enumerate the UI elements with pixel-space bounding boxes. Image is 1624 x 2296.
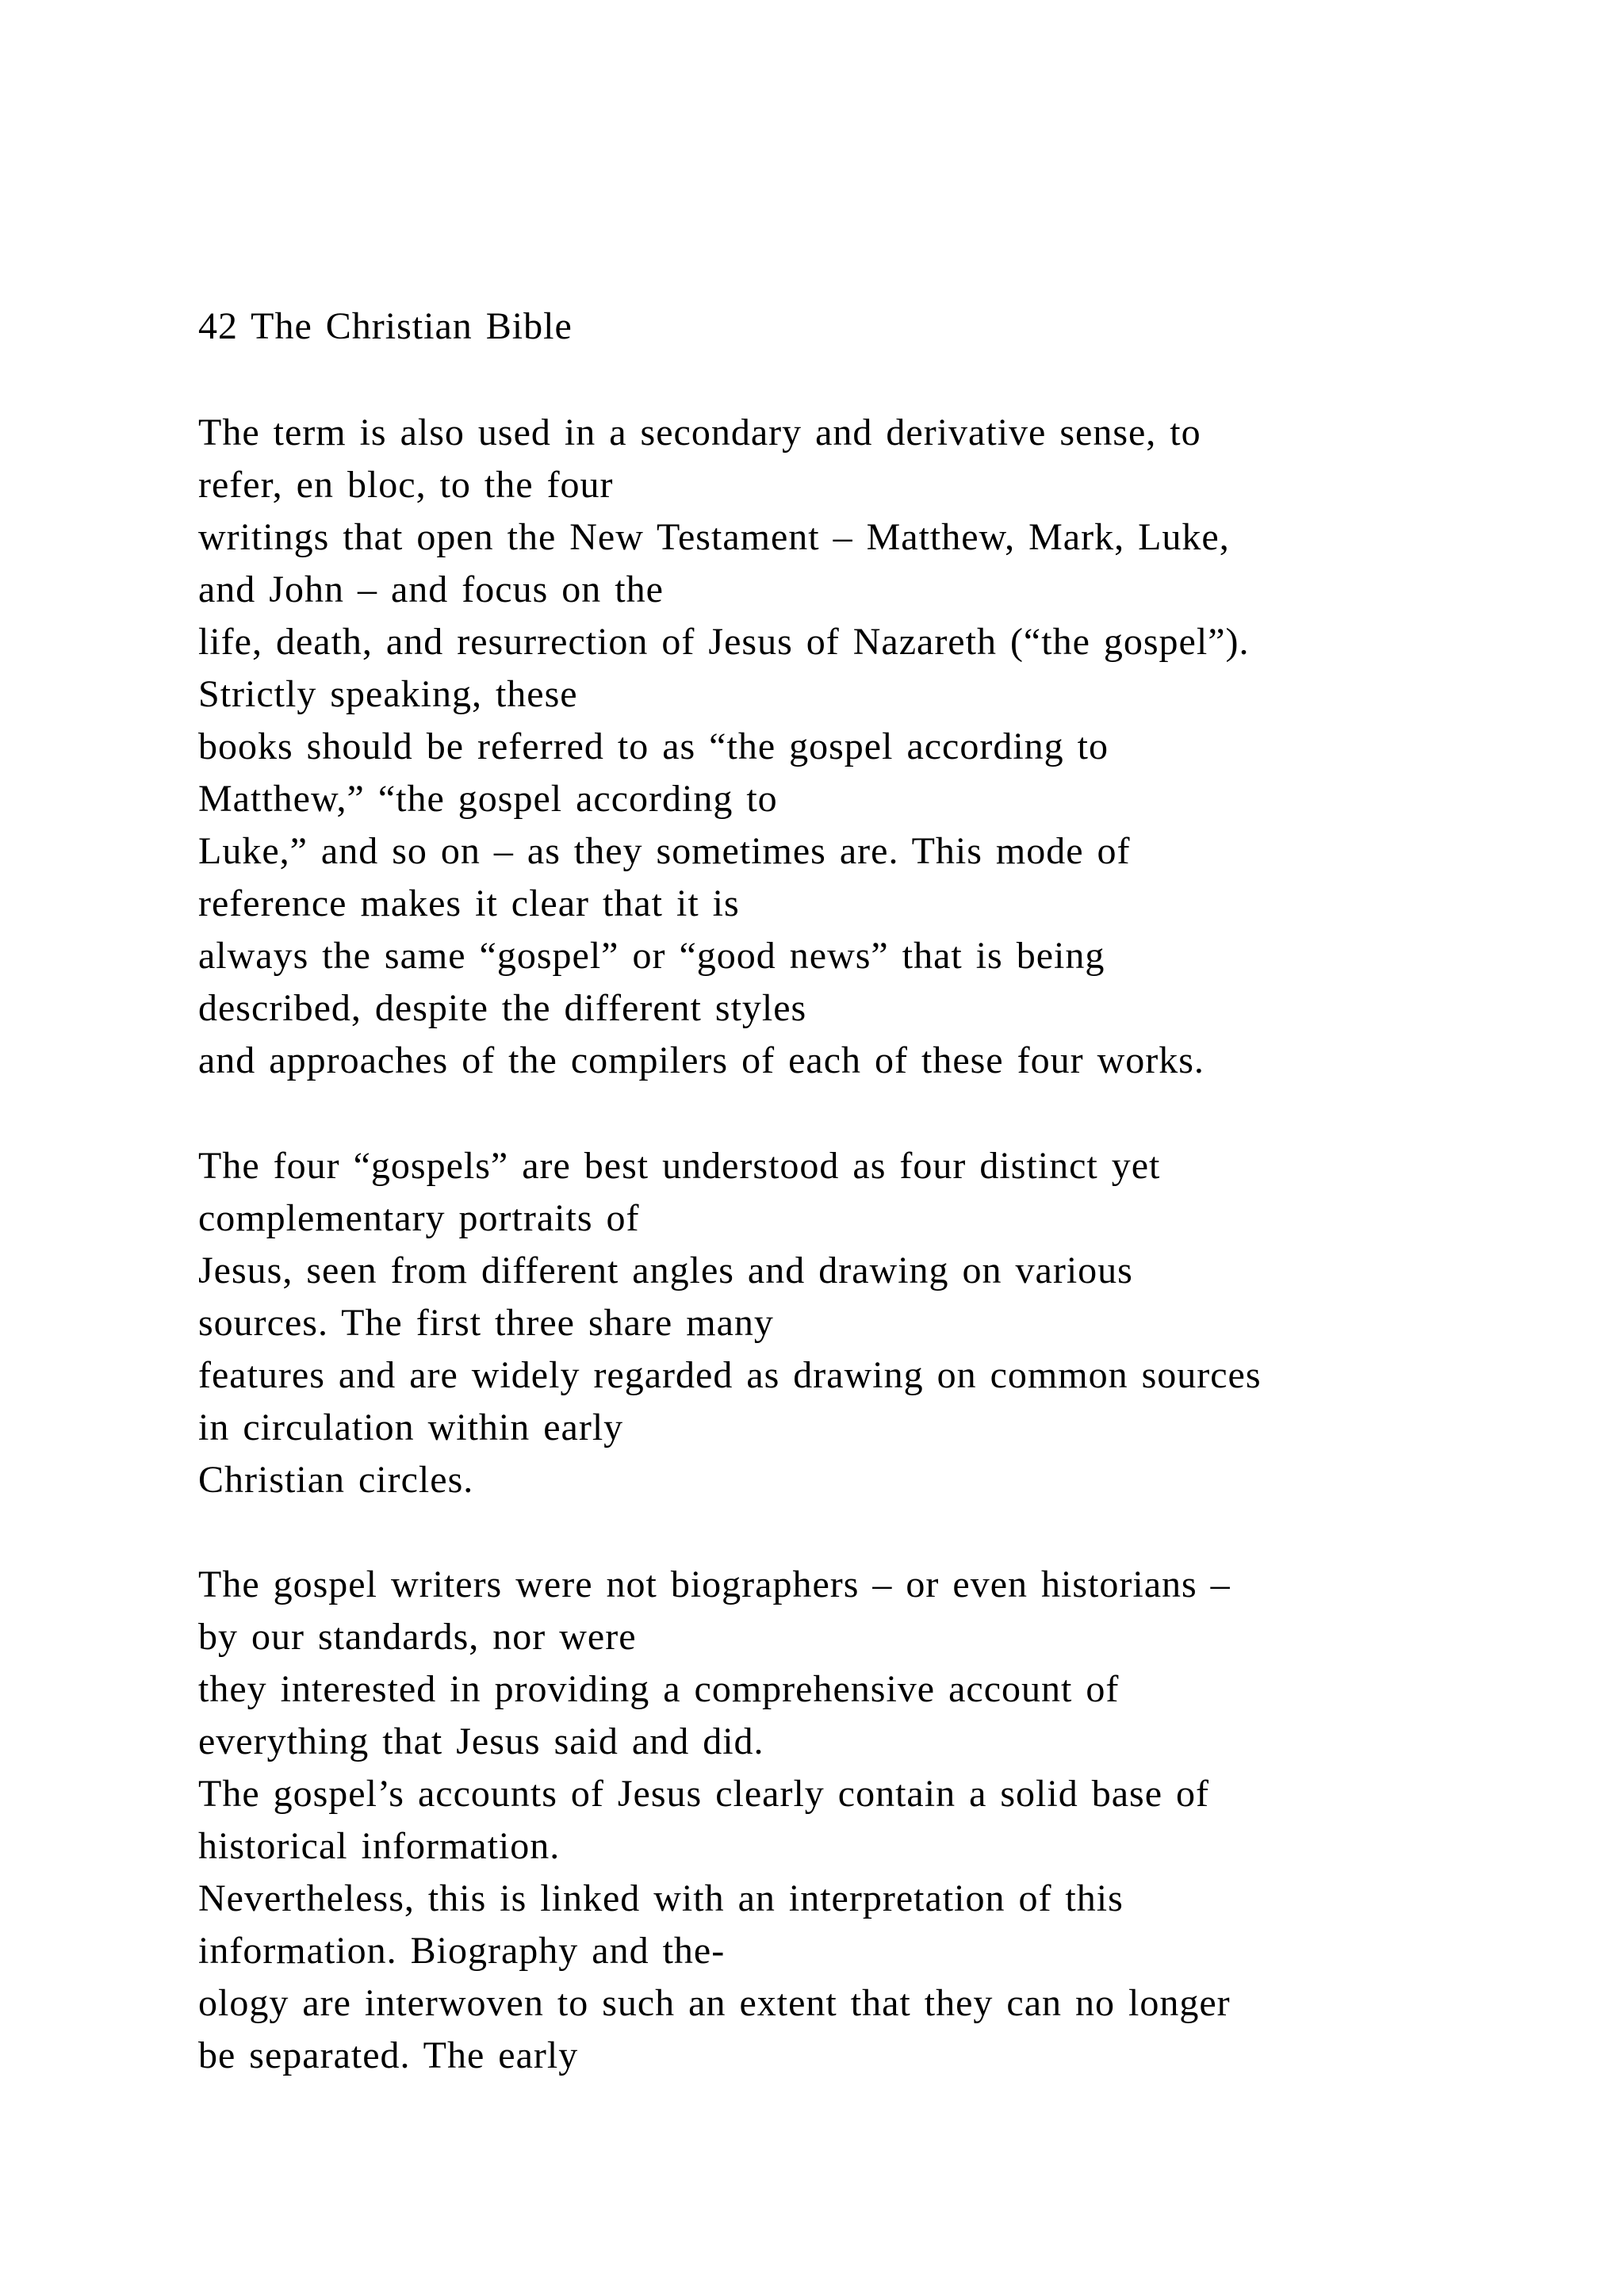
text-line: books should be referred to as “the gospel according to [198, 725, 1109, 767]
text-line: refer, en bloc, to the four [198, 464, 614, 506]
text-line: The gospel writers were not biographers – or even historians – [198, 1563, 1231, 1605]
text-line: The term is also used in a secondary and derivative sense, to [198, 411, 1201, 453]
text-line: features and are widely regarded as drawing on common sources [198, 1354, 1262, 1396]
text-line: ology are interwoven to such an extent that they can no longer [198, 1982, 1231, 2024]
text-line: writings that open the New Testament – Matthew, Mark, Luke, [198, 516, 1230, 558]
text-line: complementary portraits of [198, 1197, 640, 1239]
text-line: and John – and focus on the [198, 568, 664, 610]
text-line: information. Biography and the- [198, 1930, 726, 1972]
text-line: The gospel’s accounts of Jesus clearly contain a solid base of [198, 1773, 1209, 1815]
text-line: Matthew,” “the gospel according to [198, 778, 778, 820]
text-line: sources. The first three share many [198, 1302, 774, 1344]
text-line: they interested in providing a comprehensive account of [198, 1668, 1120, 1710]
page-header: 42 The Christian Bible [198, 305, 573, 347]
text-line: The four “gospels” are best understood as four distinct yet [198, 1145, 1161, 1187]
text-line: life, death, and resurrection of Jesus of Nazareth (“the gospel”). [198, 621, 1250, 663]
text-line: Christian circles. [198, 1459, 474, 1501]
text-line: by our standards, nor were [198, 1616, 637, 1658]
text-line: Nevertheless, this is linked with an interpretation of this [198, 1877, 1124, 1919]
text-line: Strictly speaking, these [198, 673, 578, 715]
text-line: historical information. [198, 1825, 561, 1867]
text-line: and approaches of the compilers of each of these four works. [198, 1039, 1205, 1081]
text-line: reference makes it clear that it is [198, 882, 740, 924]
text-line: in circulation within early [198, 1406, 624, 1448]
text-line: Jesus, seen from different angles and drawing on various [198, 1249, 1133, 1292]
text-line: described, despite the different styles [198, 987, 807, 1029]
text-line: Luke,” and so on – as they sometimes are. This mode of [198, 830, 1131, 872]
text-line: everything that Jesus said and did. [198, 1720, 764, 1762]
text-line: be separated. The early [198, 2034, 579, 2076]
text-line: always the same “gospel” or “good news” that is being [198, 935, 1105, 977]
